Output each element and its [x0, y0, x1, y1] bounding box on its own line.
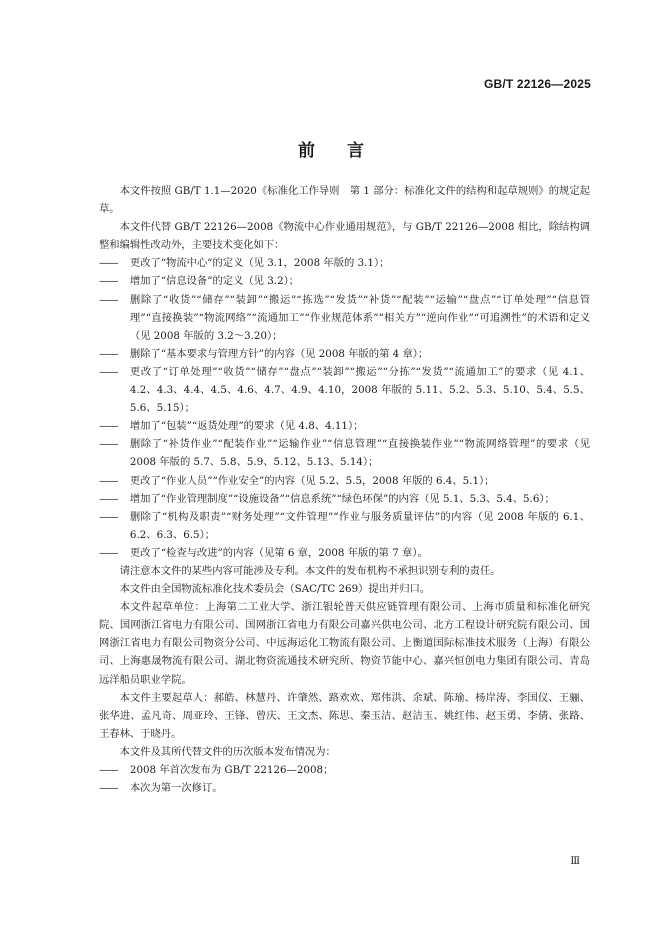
- list-item-text: 更改了“作业人员”“作业安全”的内容（见 5.2、5.5，2008 年版的 6.4、5.1）；: [129, 474, 495, 487]
- dash-marker: ——: [99, 275, 118, 288]
- paragraph-drafting-rules: 本文件按照 GB/T 1.1—2020《标准化工作导则 第 1 部分：标准化文件的结构和起草规则》的规定起草。: [99, 185, 590, 216]
- title-char-2: 言: [347, 141, 364, 161]
- list-item-text: 删除了“补货作业”“配装作业”“运输作业”“信息管理”“直接换装作业”“物流网络管理”的要求（见 2008 年版的 5.7、5.8、5.9、5.12、5.13、5.14）；: [129, 438, 590, 469]
- dash-marker: ——: [99, 782, 118, 795]
- list-item-text: 增加了“作业管理制度”“设施设备”“信息系统”“绿色环保”的内容（见 5.1、5.3、5.4、5.6）；: [129, 492, 555, 505]
- list-item-text: 本次为第一次修订。: [129, 782, 223, 795]
- paragraph-proposer: 本文件由全国物流标准化技术委员会（SAC/TC 269）提出并归口。: [119, 583, 431, 596]
- paragraph-drafting-units: 本文件起草单位：上海第二工业大学、浙江银轮普天供应链管理有限公司、上海市质量和标准化研究院、国网浙江省电力有限公司、国网浙江省电力有限公司嘉兴供电公司、北方工程设计研究院有限公司、国网浙江省电力有限公司物资分公司、中远海运化工物流有限公司、上衡道国际标准技术服务（上海）有限公司、上海惠晟物流有限公司、湖北物资流通技术研究所、物资节能中心、嘉兴恒创电力集团有限公司、青岛远洋船员职业学院。: [99, 601, 590, 686]
- paragraph-history-intro: 本文件及其所代替文件的历次版本发布情况为：: [119, 745, 336, 758]
- paragraph-patent-notice: 请注意本文件的某些内容可能涉及专利。本文件的发布机构不承担识别专利的责任。: [119, 564, 501, 577]
- standard-code: GB/T 22126—2025: [483, 77, 591, 91]
- dash-marker: ——: [99, 510, 118, 523]
- list-item-text: 更改了“检查与改进”的内容（见第 6 章，2008 年版的第 7 章）。: [129, 546, 428, 559]
- list-item: [99, 363, 590, 417]
- dash-marker: ——: [99, 492, 118, 505]
- list-item: [99, 435, 590, 471]
- list-item: [99, 272, 590, 290]
- dash-marker: ——: [99, 438, 118, 451]
- list-item: [99, 254, 590, 272]
- list-item: [99, 779, 590, 797]
- dash-marker: ——: [99, 365, 118, 378]
- dash-marker: ——: [99, 347, 118, 360]
- list-item-text: 删除了“收货”“储存”“装卸”“搬运”“拣选”“发货”“补货”“配装”“运输”“盘点”“订单处理”“信息管理”“直接换装”“物流网络”“流通加工”“作业规范体系”“相关方”“逆向作业”“可追溯性”的术语和定义（见 2008 年版的 3.2～3.20）；: [129, 293, 590, 342]
- list-item: [99, 291, 590, 345]
- page-title: [0, 136, 662, 161]
- dash-marker: ——: [99, 257, 118, 270]
- dash-marker: ——: [99, 546, 118, 559]
- list-item: [99, 544, 590, 562]
- list-item: [99, 761, 590, 779]
- list-item: [99, 490, 590, 508]
- title-char-1: 前: [298, 141, 315, 161]
- dash-marker: ——: [99, 764, 118, 776]
- list-item-text: 增加了“包装”“返货处理”的要求（见 4.8、4.11）；: [129, 420, 364, 433]
- list-item-text: 2008 年首次发布为 GB/T 22126—2008；: [129, 764, 334, 776]
- history-list: [99, 761, 590, 797]
- list-item-text: 更改了“物流中心”的定义（见 3.1，2008 年版的 3.1）；: [129, 257, 390, 270]
- list-item-text: 更改了“订单处理”“收货”“储存”“盘点”“装卸”“搬运”“分拣”“发货”“流通加工”的要求（见 4.1、4.2、4.3、4.4、4.5、4.6、4.7、4.9、4.10，2008 年版的 5.11、5.2、5.3、5.10、5.4、5.5、5.6、5.15）；: [129, 365, 590, 415]
- changes-list: [99, 254, 590, 562]
- list-item: [99, 417, 590, 435]
- dash-marker: ——: [99, 293, 118, 306]
- list-item-text: 删除了“机构及职责”“财务处理”“文件管理”“作业与服务质量评估”的内容（见 2008 年版的 6.1、6.2、6.3、6.5）；: [129, 510, 590, 541]
- list-item: [99, 508, 590, 544]
- dash-marker: ——: [99, 420, 118, 433]
- page-number: Ⅲ: [570, 856, 580, 867]
- list-item-text: 增加了“信息设备”的定义（见 3.2）；: [129, 275, 300, 288]
- dash-marker: ——: [99, 474, 118, 487]
- list-item: [99, 345, 590, 363]
- paragraph-replacement: 本文件代替 GB/T 22126—2008《物流中心作业通用规范》，与 GB/T 22126—2008 相比，除结构调整和编辑性改动外，主要技术变化如下：: [99, 221, 590, 252]
- list-item: [99, 472, 590, 490]
- foreword-body: [99, 182, 590, 797]
- list-item-text: 删除了“基本要求与管理方针”的内容（见 2008 年版的第 4 章）；: [129, 347, 429, 360]
- paragraph-drafters: 本文件主要起草人：郝皓、林慧丹、许肇然、路欢欢、郑伟洪、余斌、陈瑜、杨岸涛、李国仪、王骊、张华进、孟凡奇、周亚玲、王锋、曾庆、王文杰、陈思、秦玉洁、赵洁玉、姚红伟、赵玉勇、李倩、张路、王春林、于晓丹。: [99, 691, 590, 740]
